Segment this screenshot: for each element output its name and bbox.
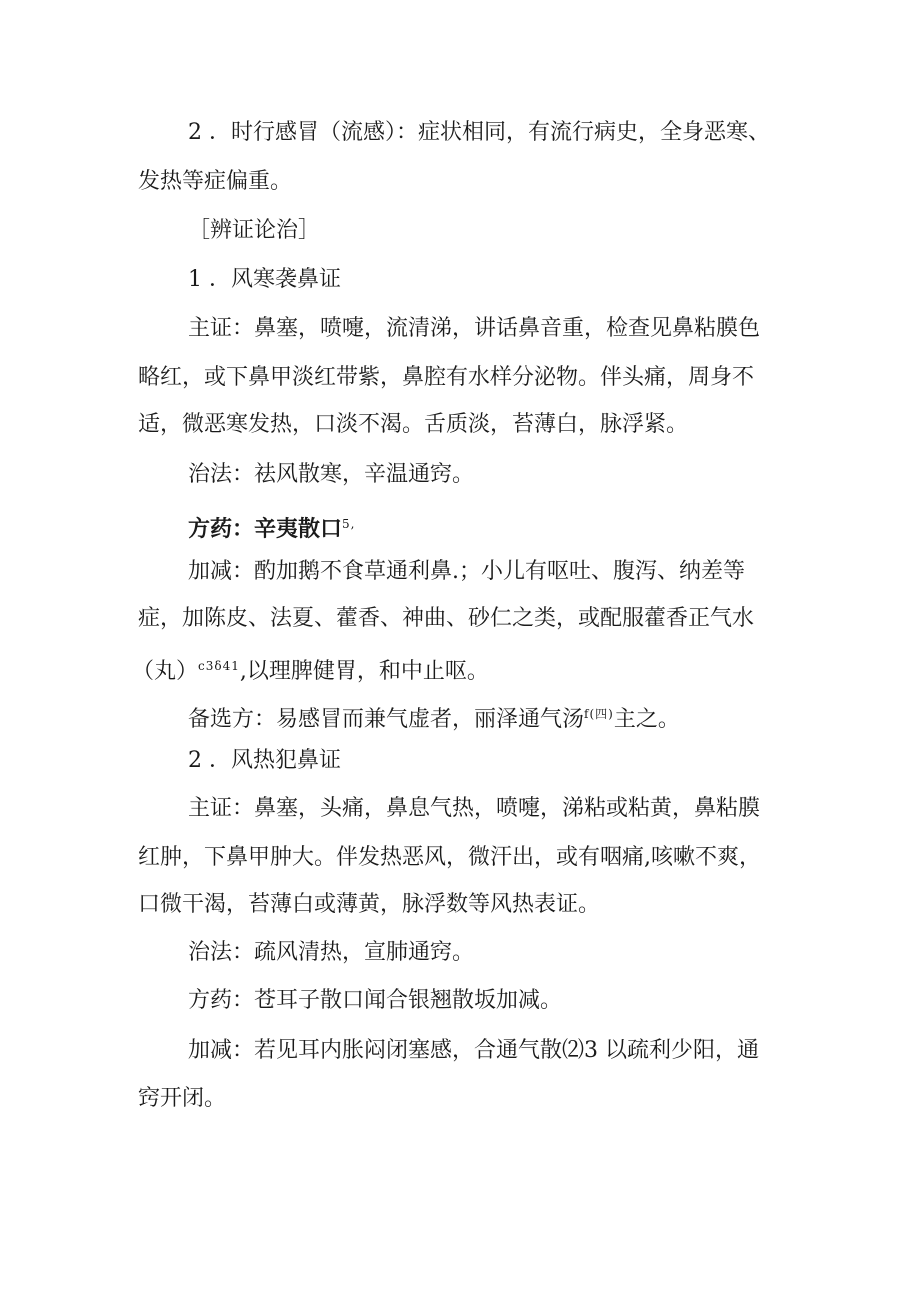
paragraph-text: 主之。 bbox=[613, 707, 680, 732]
paragraph-line bbox=[188, 699, 680, 735]
subsection-heading: 1 ．风寒袭鼻证 bbox=[188, 267, 341, 292]
paragraph-line bbox=[132, 651, 489, 687]
subsection-heading: 2 ．风热犯鼻证 bbox=[188, 748, 341, 773]
footnote-ref: c3δ41 bbox=[198, 659, 240, 673]
paragraph-line: 症，加陈皮、法夏、藿香、神曲、砂仁之类，或配服藿香正气水 bbox=[138, 606, 755, 631]
paragraph-text: ,以理脾健胃，和中止呕。 bbox=[239, 659, 489, 684]
prescription-line bbox=[188, 509, 355, 544]
paragraph-line: 治法：疏风清热，宣肺通窍。 bbox=[188, 940, 475, 965]
footnote-ref: 5, bbox=[342, 517, 356, 531]
paragraph-line: 主证：鼻塞，头痛，鼻息气热，喷嚏，涕粘或粘黄，鼻粘膜 bbox=[188, 796, 761, 821]
paragraph-line: 发热等症偏重。 bbox=[138, 169, 293, 194]
paragraph-text: （丸） bbox=[132, 659, 199, 684]
paragraph-line: 加减：酌加鹅不食草通利鼻.；小儿有呕吐、腹泻、纳差等 bbox=[188, 559, 745, 584]
paragraph-line: 窍开闭。 bbox=[138, 1086, 227, 1111]
paragraph-line: 略红，或下鼻甲淡红带紫，鼻腔有水样分泌物。伴头痛，周身不 bbox=[138, 365, 755, 390]
footnote-ref: f(四) bbox=[584, 707, 614, 721]
section-heading: ［辨证论治］ bbox=[188, 218, 321, 243]
paragraph-line: 2 ．时行感冒（流感）：症状相同，有流行病史，全身恶寒、 bbox=[188, 120, 770, 145]
paragraph-line: 红肿，下鼻甲肿大。伴发热恶风，微汗出，或有咽痛,咳嗽不爽， bbox=[138, 845, 761, 870]
paragraph-line: 主证：鼻塞，喷嚏，流清涕，讲话鼻音重，检查见鼻粘膜色 bbox=[188, 316, 761, 341]
paragraph-line: 口微干渴，苔薄白或薄黄，脉浮数等风热表证。 bbox=[138, 892, 601, 917]
paragraph-line: 方药：苍耳子散口闻合银翘散坂加减。 bbox=[188, 988, 563, 1013]
paragraph-line: 治法：祛风散寒，辛温通窍。 bbox=[188, 462, 475, 487]
paragraph-text: 备选方：易感冒而兼气虚者，丽泽通气汤 bbox=[188, 707, 585, 732]
paragraph-line: 适，微恶寒发热，口淡不渴。舌质淡，苔薄白，脉浮紧。 bbox=[138, 412, 689, 437]
prescription-text: 方药：辛夷散口 bbox=[188, 516, 343, 542]
paragraph-line: 加减：若见耳内胀闷闭塞感，合通气散⑵3 以疏利少阳，通 bbox=[188, 1038, 759, 1063]
